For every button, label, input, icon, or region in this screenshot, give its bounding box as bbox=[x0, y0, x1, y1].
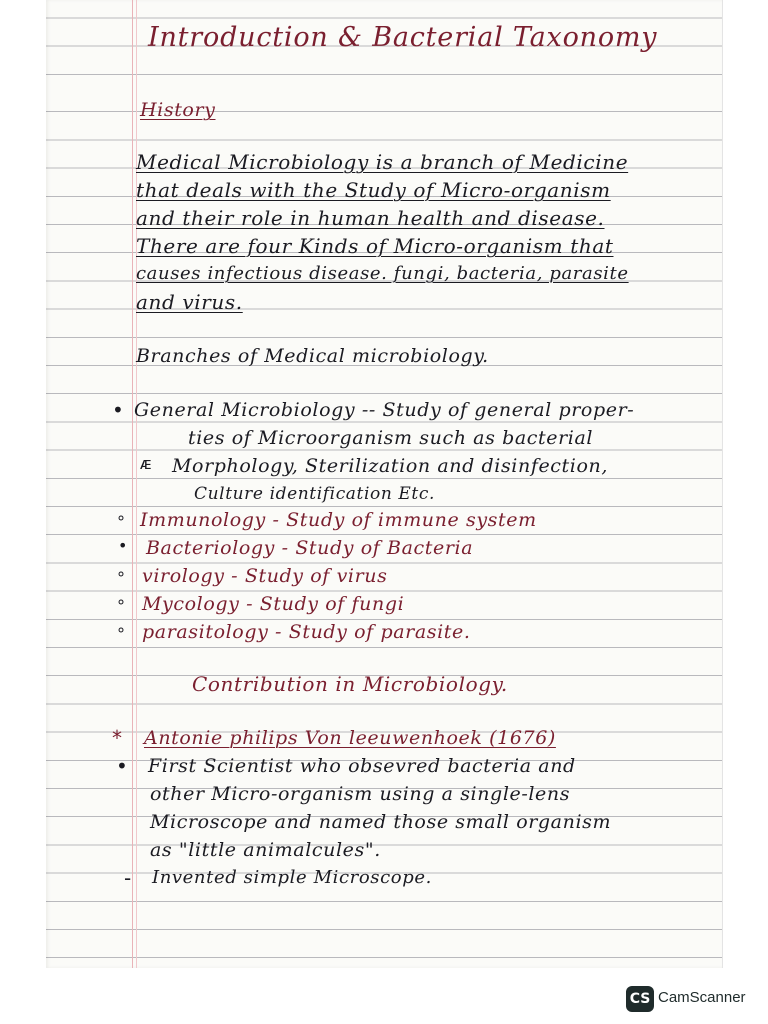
branch-bacteriology: Bacteriology - Study of Bacteria bbox=[146, 537, 474, 559]
history-line-1: Medical Microbiology is a branch of Medicine bbox=[136, 150, 629, 174]
branch-parasitology: parasitology - Study of parasite. bbox=[142, 621, 471, 643]
leeuwenhoek-line-4: as "little animalcules". bbox=[150, 839, 381, 861]
bullet-dot: • bbox=[112, 398, 124, 422]
leeuwenhoek-invented: Invented simple Microscope. bbox=[152, 867, 432, 888]
bullet-small-dot: ∘ bbox=[116, 508, 127, 527]
bullet-small-dot: ∘ bbox=[116, 564, 127, 583]
branch-mycology: Mycology - Study of fungi bbox=[142, 593, 405, 615]
branch-virology: virology - Study of virus bbox=[142, 565, 388, 587]
leeuwenhoek-line-1: First Scientist who obsevred bacteria and bbox=[148, 755, 576, 777]
bullet-dot: • bbox=[116, 754, 128, 778]
contribution-heading: Contribution in Microbiology. bbox=[192, 672, 508, 696]
history-line-6: and virus. bbox=[136, 290, 243, 314]
branch-general-line-4: Culture identification Etc. bbox=[194, 484, 435, 504]
branch-immunology bbox=[140, 508, 537, 532]
branches-heading: Branches of Medical microbiology. bbox=[136, 345, 489, 367]
history-line-3: and their role in human health and disease. bbox=[136, 206, 605, 230]
branch-general-line-1: General Microbiology -- Study of general proper- bbox=[134, 399, 635, 421]
bullet-dot: • bbox=[118, 536, 128, 555]
bullet-small-dot: ∘ bbox=[116, 592, 127, 611]
leeuwenhoek-name: Antonie philips Von leeuwenhoek (1676) bbox=[144, 727, 556, 749]
bullet-cross: ᴁ bbox=[140, 454, 152, 473]
branch-general-line-2: ties of Microorganism such as bacterial bbox=[188, 427, 594, 449]
history-line-5: causes infectious disease. fungi, bacteria, parasite bbox=[136, 263, 629, 284]
bullet-star: * bbox=[112, 726, 122, 750]
history-line-4: There are four Kinds of Micro-organism that bbox=[136, 234, 614, 258]
branch-general-line-3: Morphology, Sterilization and disinfection, bbox=[172, 455, 608, 477]
bullet-dash: - bbox=[124, 866, 132, 890]
page-title: Introduction & Bacterial Taxonomy bbox=[148, 22, 658, 53]
bullet-small-dot: ∘ bbox=[116, 620, 127, 639]
history-heading: History bbox=[140, 99, 216, 121]
margin-line-secondary bbox=[136, 0, 137, 968]
branch-immunology-text: Immunology - Study of immune system bbox=[140, 509, 537, 531]
leeuwenhoek-line-3: Microscope and named those small organism bbox=[150, 811, 612, 833]
history-line-2: that deals with the Study of Micro-organism bbox=[136, 178, 611, 202]
leeuwenhoek-line-2: other Micro-organism using a single-lens bbox=[150, 783, 571, 805]
camscanner-label: CamScanner bbox=[658, 989, 746, 1006]
camscanner-logo-icon: CS bbox=[626, 986, 654, 1012]
margin-line bbox=[132, 0, 133, 968]
